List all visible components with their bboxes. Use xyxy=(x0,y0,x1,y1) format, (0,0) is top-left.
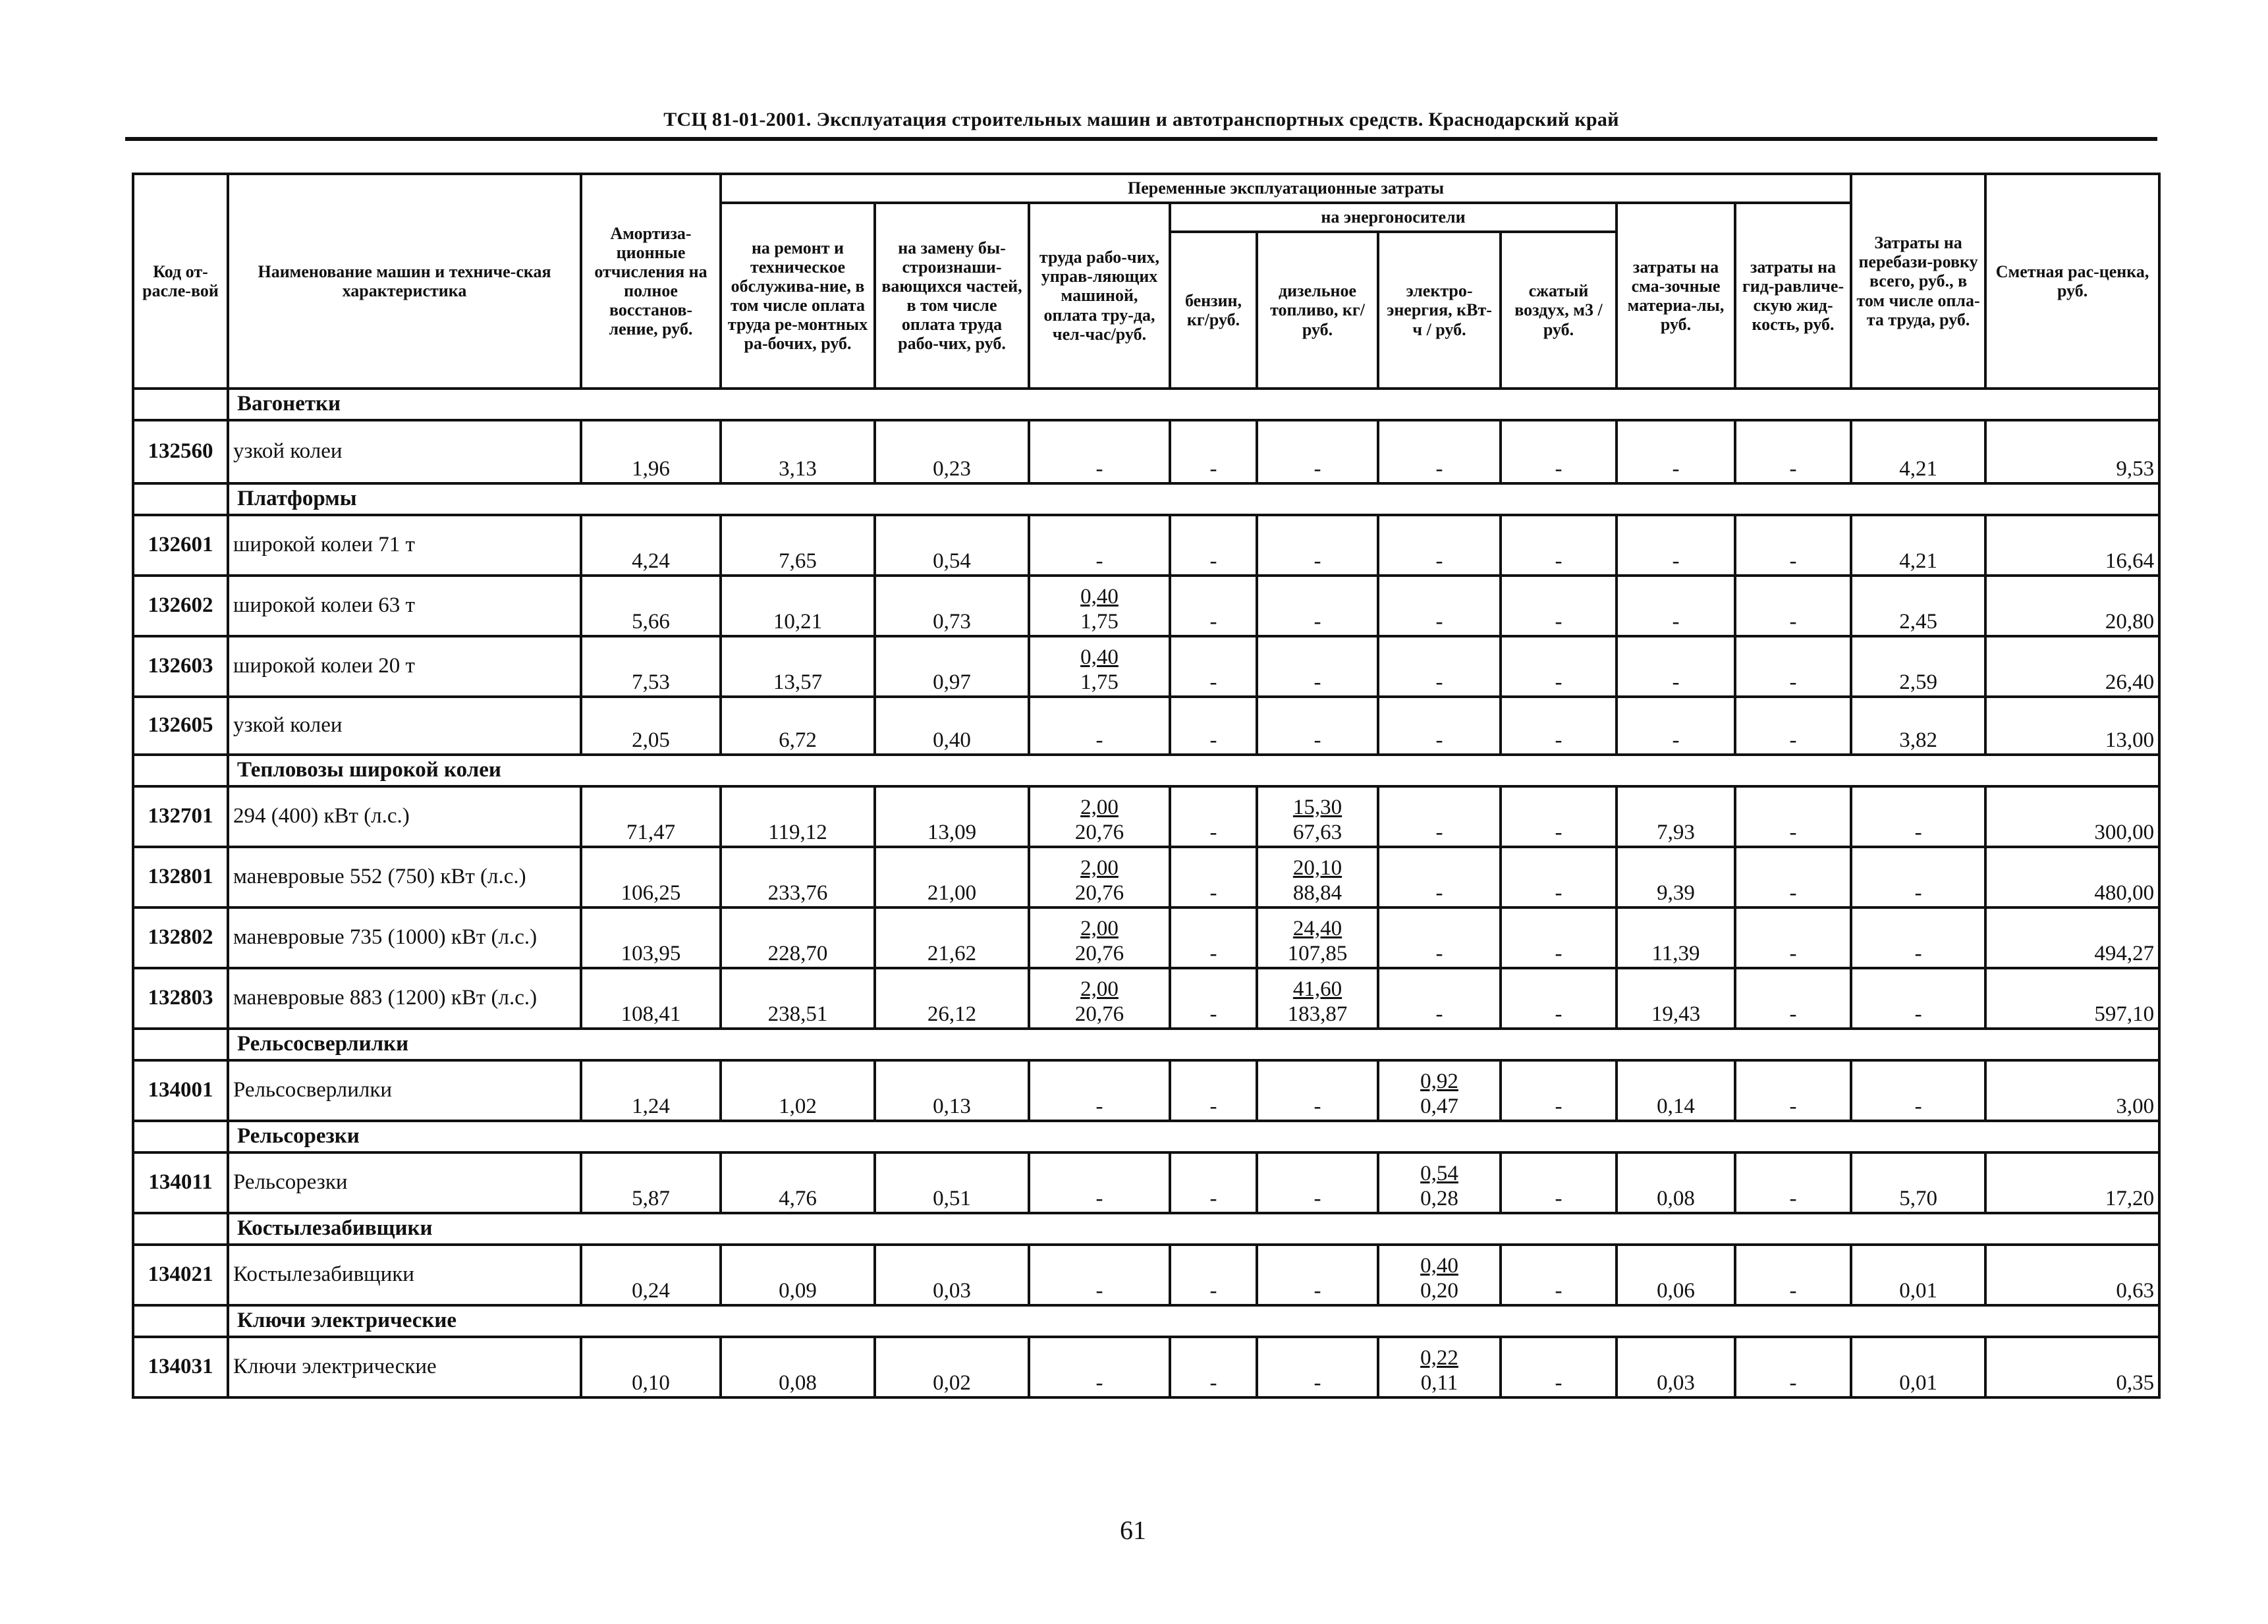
lubricants-value: 0,08 xyxy=(1617,1152,1735,1213)
hydraulic-value: - xyxy=(1735,697,1851,755)
machine-name: маневровые 552 (750) кВт (л.с.) xyxy=(228,847,581,907)
lubricants-value: 19,43 xyxy=(1617,968,1735,1029)
electricity-value xyxy=(1378,907,1501,968)
repair-value: 228,70 xyxy=(721,907,875,968)
category-title: Рельсосверлилки xyxy=(228,1029,2159,1060)
repair-value: 7,65 xyxy=(721,515,875,576)
col-header-code: Код от-расле-вой xyxy=(133,174,228,389)
category-row xyxy=(133,1029,2159,1060)
amort-value: 4,24 xyxy=(581,515,721,576)
air-value: - xyxy=(1501,907,1617,968)
machine-name: Рельсосверлилки xyxy=(228,1060,581,1121)
table-row xyxy=(133,697,2159,755)
electricity-value-cost: 0,47 xyxy=(1420,1095,1458,1119)
page-number: 61 xyxy=(1120,1515,1146,1545)
diesel-value-cost: - xyxy=(1314,1371,1321,1395)
repair-value: 6,72 xyxy=(721,697,875,755)
col-header-amort: Амортиза-ционные отчисления на полное восстанов-ление, руб. xyxy=(581,174,721,389)
labor-value xyxy=(1029,847,1170,907)
category-code-cell xyxy=(133,1213,228,1245)
repair-value: 0,09 xyxy=(721,1245,875,1305)
machine-cost-table xyxy=(132,173,2161,1399)
electricity-value-hours: 0,54 xyxy=(1420,1162,1458,1186)
relocation-value: 0,01 xyxy=(1851,1245,1985,1305)
total-value: 0,35 xyxy=(1985,1337,2159,1397)
table-row xyxy=(133,907,2159,968)
labor-value-hours: 2,00 xyxy=(1080,856,1119,880)
machine-code: 134021 xyxy=(133,1245,228,1305)
air-value: - xyxy=(1501,515,1617,576)
table-row xyxy=(133,1337,2159,1397)
hydraulic-value: - xyxy=(1735,576,1851,636)
parts-value: 0,13 xyxy=(875,1060,1029,1121)
total-value: 16,64 xyxy=(1985,515,2159,576)
labor-value-cost: - xyxy=(1095,1279,1103,1303)
col-header-air: сжатый воздух, м3 / руб. xyxy=(1501,232,1617,389)
table-row xyxy=(133,786,2159,847)
labor-value xyxy=(1029,907,1170,968)
machine-name: широкой колеи 20 т xyxy=(228,636,581,697)
category-title: Платформы xyxy=(228,483,2159,515)
relocation-value: 4,21 xyxy=(1851,515,1985,576)
table-row xyxy=(133,515,2159,576)
amort-value: 5,87 xyxy=(581,1152,721,1213)
diesel-value xyxy=(1257,847,1378,907)
lubricants-value: 0,14 xyxy=(1617,1060,1735,1121)
category-title: Вагонетки xyxy=(228,389,2159,420)
total-value: 300,00 xyxy=(1985,786,2159,847)
lubricants-value: - xyxy=(1617,420,1735,483)
machine-name: маневровые 883 (1200) кВт (л.с.) xyxy=(228,968,581,1029)
lubricants-value: 7,93 xyxy=(1617,786,1735,847)
diesel-value xyxy=(1257,1060,1378,1121)
petrol-value: - xyxy=(1170,847,1257,907)
total-value: 3,00 xyxy=(1985,1060,2159,1121)
lubricants-value: 11,39 xyxy=(1617,907,1735,968)
category-row xyxy=(133,483,2159,515)
total-value: 17,20 xyxy=(1985,1152,2159,1213)
air-value: - xyxy=(1501,1337,1617,1397)
labor-value-cost: 20,76 xyxy=(1074,881,1124,906)
air-value: - xyxy=(1501,636,1617,697)
hydraulic-value: - xyxy=(1735,420,1851,483)
labor-value xyxy=(1029,576,1170,636)
table-body xyxy=(133,389,2159,1397)
amort-value: 2,05 xyxy=(581,697,721,755)
diesel-value-cost: - xyxy=(1314,610,1321,634)
relocation-value: 3,82 xyxy=(1851,697,1985,755)
labor-value-cost: 20,76 xyxy=(1074,821,1124,845)
total-value: 0,63 xyxy=(1985,1245,2159,1305)
parts-value: 26,12 xyxy=(875,968,1029,1029)
electricity-value-cost: - xyxy=(1435,942,1443,966)
labor-value-cost: 20,76 xyxy=(1074,1002,1124,1027)
amort-value: 5,66 xyxy=(581,576,721,636)
electricity-value xyxy=(1378,576,1501,636)
total-value: 13,00 xyxy=(1985,697,2159,755)
electricity-value-cost: - xyxy=(1435,610,1443,634)
lubricants-value: - xyxy=(1617,576,1735,636)
labor-value-cost: 20,76 xyxy=(1074,942,1124,966)
labor-value-cost: - xyxy=(1095,549,1103,574)
diesel-value-cost: - xyxy=(1314,1279,1321,1303)
labor-value xyxy=(1029,515,1170,576)
air-value: - xyxy=(1501,847,1617,907)
col-header-hydraulic: затраты на гид-равличе-скую жид-кость, руб. xyxy=(1735,203,1851,389)
diesel-value xyxy=(1257,576,1378,636)
machine-name: Рельсорезки xyxy=(228,1152,581,1213)
parts-value: 0,97 xyxy=(875,636,1029,697)
relocation-value: 4,21 xyxy=(1851,420,1985,483)
category-title: Тепловозы широкой колеи xyxy=(228,755,2159,786)
diesel-value xyxy=(1257,420,1378,483)
diesel-value-cost: - xyxy=(1314,549,1321,574)
labor-value xyxy=(1029,1337,1170,1397)
category-title: Ключи электрические xyxy=(228,1305,2159,1337)
col-header-labor: труда рабо-чих, управ-ляющих машиной, оплата тру-да, чел-час/руб. xyxy=(1029,203,1170,389)
table-row xyxy=(133,847,2159,907)
repair-value: 0,08 xyxy=(721,1337,875,1397)
table-row xyxy=(133,1152,2159,1213)
electricity-value-hours: 0,92 xyxy=(1420,1069,1458,1094)
page-header-title: ТСЦ 81-01-2001. Эксплуатация строительных машин и автотранспортных средств. Краснодарский край xyxy=(663,109,1619,130)
parts-value: 0,40 xyxy=(875,697,1029,755)
category-code-cell xyxy=(133,1305,228,1337)
total-value: 20,80 xyxy=(1985,576,2159,636)
machine-code: 134001 xyxy=(133,1060,228,1121)
category-row xyxy=(133,1213,2159,1245)
labor-value-hours: 2,00 xyxy=(1080,917,1119,941)
labor-value-hours: 0,40 xyxy=(1080,585,1119,609)
col-header-electricity: электро-энергия, кВт-ч / руб. xyxy=(1378,232,1501,389)
hydraulic-value: - xyxy=(1735,515,1851,576)
machine-code: 132602 xyxy=(133,576,228,636)
diesel-value xyxy=(1257,786,1378,847)
petrol-value: - xyxy=(1170,515,1257,576)
labor-value xyxy=(1029,968,1170,1029)
diesel-value xyxy=(1257,636,1378,697)
machine-code: 132605 xyxy=(133,697,228,755)
relocation-value: - xyxy=(1851,847,1985,907)
hydraulic-value: - xyxy=(1735,1337,1851,1397)
category-row xyxy=(133,755,2159,786)
electricity-value xyxy=(1378,1060,1501,1121)
col-header-variable: Переменные эксплуатационные затраты xyxy=(721,174,1851,203)
hydraulic-value: - xyxy=(1735,1152,1851,1213)
air-value: - xyxy=(1501,786,1617,847)
category-title: Рельсорезки xyxy=(228,1121,2159,1152)
petrol-value: - xyxy=(1170,1245,1257,1305)
petrol-value: - xyxy=(1170,786,1257,847)
labor-value-cost: - xyxy=(1095,1187,1103,1211)
labor-value xyxy=(1029,697,1170,755)
hydraulic-value: - xyxy=(1735,847,1851,907)
diesel-value-cost: - xyxy=(1314,670,1321,695)
machine-code: 134011 xyxy=(133,1152,228,1213)
machine-name: узкой колеи xyxy=(228,697,581,755)
lubricants-value: 9,39 xyxy=(1617,847,1735,907)
lubricants-value: - xyxy=(1617,515,1735,576)
relocation-value: 2,45 xyxy=(1851,576,1985,636)
category-row xyxy=(133,389,2159,420)
col-header-parts: на замену бы-строизнаши-вающихся частей, в том числе оплата труда рабо-чих, руб. xyxy=(875,203,1029,389)
amort-value: 108,41 xyxy=(581,968,721,1029)
air-value: - xyxy=(1501,1152,1617,1213)
diesel-value-cost: - xyxy=(1314,728,1321,753)
machine-name: узкой колеи xyxy=(228,420,581,483)
petrol-value: - xyxy=(1170,1152,1257,1213)
category-code-cell xyxy=(133,389,228,420)
labor-value-cost: 1,75 xyxy=(1080,670,1119,695)
petrol-value: - xyxy=(1170,420,1257,483)
labor-value xyxy=(1029,1152,1170,1213)
petrol-value: - xyxy=(1170,697,1257,755)
air-value: - xyxy=(1501,968,1617,1029)
repair-value: 233,76 xyxy=(721,847,875,907)
electricity-value xyxy=(1378,847,1501,907)
col-header-total: Сметная рас-ценка, руб. xyxy=(1985,174,2159,389)
table-row xyxy=(133,968,2159,1029)
labor-value xyxy=(1029,1060,1170,1121)
parts-value: 21,00 xyxy=(875,847,1029,907)
relocation-value: 5,70 xyxy=(1851,1152,1985,1213)
petrol-value: - xyxy=(1170,907,1257,968)
diesel-value-cost: - xyxy=(1314,1095,1321,1119)
electricity-value-cost: - xyxy=(1435,457,1443,481)
amort-value: 103,95 xyxy=(581,907,721,968)
total-value: 26,40 xyxy=(1985,636,2159,697)
electricity-value xyxy=(1378,968,1501,1029)
electricity-value xyxy=(1378,636,1501,697)
diesel-value xyxy=(1257,697,1378,755)
machine-name: широкой колеи 63 т xyxy=(228,576,581,636)
electricity-value-cost: - xyxy=(1435,549,1443,574)
electricity-value-hours: 0,40 xyxy=(1420,1254,1458,1278)
diesel-value xyxy=(1257,515,1378,576)
labor-value-cost: - xyxy=(1095,1371,1103,1395)
total-value: 494,27 xyxy=(1985,907,2159,968)
diesel-value-cost: - xyxy=(1314,1187,1321,1211)
electricity-value-cost: - xyxy=(1435,1002,1443,1027)
air-value: - xyxy=(1501,1245,1617,1305)
diesel-value-hours: 41,60 xyxy=(1292,977,1342,1002)
electricity-value-cost: - xyxy=(1435,821,1443,845)
labor-value xyxy=(1029,636,1170,697)
labor-value-cost: - xyxy=(1095,728,1103,753)
table-row xyxy=(133,576,2159,636)
total-value: 597,10 xyxy=(1985,968,2159,1029)
labor-value-cost: - xyxy=(1095,457,1103,481)
repair-value: 119,12 xyxy=(721,786,875,847)
total-value: 9,53 xyxy=(1985,420,2159,483)
category-code-cell xyxy=(133,483,228,515)
col-header-diesel: дизельное топливо, кг/руб. xyxy=(1257,232,1378,389)
electricity-value-cost: - xyxy=(1435,670,1443,695)
labor-value-hours: 2,00 xyxy=(1080,796,1119,820)
category-code-cell xyxy=(133,755,228,786)
hydraulic-value: - xyxy=(1735,786,1851,847)
electricity-value-cost: 0,20 xyxy=(1420,1279,1458,1303)
labor-value xyxy=(1029,420,1170,483)
petrol-value: - xyxy=(1170,1060,1257,1121)
air-value: - xyxy=(1501,576,1617,636)
labor-value xyxy=(1029,786,1170,847)
machine-name: широкой колеи 71 т xyxy=(228,515,581,576)
petrol-value: - xyxy=(1170,636,1257,697)
repair-value: 3,13 xyxy=(721,420,875,483)
electricity-value-hours: 0,22 xyxy=(1420,1346,1458,1370)
machine-code: 134031 xyxy=(133,1337,228,1397)
amort-value: 0,10 xyxy=(581,1337,721,1397)
category-title: Костылезабивщики xyxy=(228,1213,2159,1245)
table-row xyxy=(133,420,2159,483)
relocation-value: 2,59 xyxy=(1851,636,1985,697)
parts-value: 0,51 xyxy=(875,1152,1029,1213)
relocation-value: - xyxy=(1851,786,1985,847)
hydraulic-value: - xyxy=(1735,1245,1851,1305)
machine-name: маневровые 735 (1000) кВт (л.с.) xyxy=(228,907,581,968)
machine-code: 132701 xyxy=(133,786,228,847)
electricity-value xyxy=(1378,515,1501,576)
electricity-value-cost: 0,28 xyxy=(1420,1187,1458,1211)
labor-value xyxy=(1029,1245,1170,1305)
electricity-value xyxy=(1378,1152,1501,1213)
lubricants-value: - xyxy=(1617,636,1735,697)
lubricants-value: - xyxy=(1617,697,1735,755)
lubricants-value: 0,03 xyxy=(1617,1337,1735,1397)
relocation-value: - xyxy=(1851,968,1985,1029)
col-header-name: Наименование машин и техниче-ская характеристика xyxy=(228,174,581,389)
category-row xyxy=(133,1121,2159,1152)
repair-value: 13,57 xyxy=(721,636,875,697)
diesel-value xyxy=(1257,968,1378,1029)
machine-name: 294 (400) кВт (л.с.) xyxy=(228,786,581,847)
col-header-energy: на энергоносители xyxy=(1170,203,1617,232)
electricity-value-cost: - xyxy=(1435,728,1443,753)
repair-value: 1,02 xyxy=(721,1060,875,1121)
machine-code: 132801 xyxy=(133,847,228,907)
machine-code: 132560 xyxy=(133,420,228,483)
col-header-petrol: бензин, кг/руб. xyxy=(1170,232,1257,389)
hydraulic-value: - xyxy=(1735,636,1851,697)
col-header-relocation: Затраты на перебази-ровку всего, руб., в том числе опла-та труда, руб. xyxy=(1851,174,1985,389)
category-code-cell xyxy=(133,1029,228,1060)
parts-value: 0,73 xyxy=(875,576,1029,636)
parts-value: 0,02 xyxy=(875,1337,1029,1397)
parts-value: 13,09 xyxy=(875,786,1029,847)
machine-code: 132601 xyxy=(133,515,228,576)
electricity-value xyxy=(1378,420,1501,483)
parts-value: 0,03 xyxy=(875,1245,1029,1305)
electricity-value xyxy=(1378,697,1501,755)
machine-code: 132603 xyxy=(133,636,228,697)
electricity-value xyxy=(1378,786,1501,847)
diesel-value-cost: 107,85 xyxy=(1287,942,1348,966)
diesel-value xyxy=(1257,1337,1378,1397)
parts-value: 0,23 xyxy=(875,420,1029,483)
hydraulic-value: - xyxy=(1735,968,1851,1029)
diesel-value xyxy=(1257,1245,1378,1305)
electricity-value-cost: 0,11 xyxy=(1420,1371,1458,1395)
amort-value: 1,24 xyxy=(581,1060,721,1121)
relocation-value: 0,01 xyxy=(1851,1337,1985,1397)
machine-code: 132802 xyxy=(133,907,228,968)
header-rule xyxy=(125,137,2157,141)
diesel-value-cost: - xyxy=(1314,457,1321,481)
machine-name: Ключи электрические xyxy=(228,1337,581,1397)
diesel-value xyxy=(1257,1152,1378,1213)
diesel-value-cost: 88,84 xyxy=(1292,881,1342,906)
diesel-value-cost: 67,63 xyxy=(1292,821,1342,845)
table-row xyxy=(133,1245,2159,1305)
lubricants-value: 0,06 xyxy=(1617,1245,1735,1305)
machine-name: Костылезабивщики xyxy=(228,1245,581,1305)
hydraulic-value: - xyxy=(1735,907,1851,968)
amort-value: 0,24 xyxy=(581,1245,721,1305)
repair-value: 4,76 xyxy=(721,1152,875,1213)
parts-value: 0,54 xyxy=(875,515,1029,576)
relocation-value: - xyxy=(1851,1060,1985,1121)
electricity-value xyxy=(1378,1337,1501,1397)
repair-value: 238,51 xyxy=(721,968,875,1029)
petrol-value: - xyxy=(1170,1337,1257,1397)
electricity-value-cost: - xyxy=(1435,881,1443,906)
labor-value-hours: 0,40 xyxy=(1080,645,1119,670)
table-row xyxy=(133,636,2159,697)
air-value: - xyxy=(1501,697,1617,755)
diesel-value-hours: 15,30 xyxy=(1292,796,1342,820)
petrol-value: - xyxy=(1170,968,1257,1029)
col-header-lubricants: затраты на сма-зочные материа-лы, руб. xyxy=(1617,203,1735,389)
labor-value-hours: 2,00 xyxy=(1080,977,1119,1002)
repair-value: 10,21 xyxy=(721,576,875,636)
air-value: - xyxy=(1501,1060,1617,1121)
parts-value: 21,62 xyxy=(875,907,1029,968)
total-value: 480,00 xyxy=(1985,847,2159,907)
amort-value: 1,96 xyxy=(581,420,721,483)
col-header-repair: на ремонт и техническое обслужива-ние, в том числе оплата труда ре-монтных ра-бочих, руб. xyxy=(721,203,875,389)
amort-value: 7,53 xyxy=(581,636,721,697)
hydraulic-value: - xyxy=(1735,1060,1851,1121)
amort-value: 106,25 xyxy=(581,847,721,907)
relocation-value: - xyxy=(1851,907,1985,968)
category-code-cell xyxy=(133,1121,228,1152)
labor-value-cost: 1,75 xyxy=(1080,610,1119,634)
air-value: - xyxy=(1501,420,1617,483)
category-row xyxy=(133,1305,2159,1337)
diesel-value-cost: 183,87 xyxy=(1287,1002,1348,1027)
diesel-value-hours: 20,10 xyxy=(1292,856,1342,880)
diesel-value-hours: 24,40 xyxy=(1292,917,1342,941)
amort-value: 71,47 xyxy=(581,786,721,847)
labor-value-cost: - xyxy=(1095,1095,1103,1119)
electricity-value xyxy=(1378,1245,1501,1305)
diesel-value xyxy=(1257,907,1378,968)
machine-code: 132803 xyxy=(133,968,228,1029)
petrol-value: - xyxy=(1170,576,1257,636)
table-row xyxy=(133,1060,2159,1121)
